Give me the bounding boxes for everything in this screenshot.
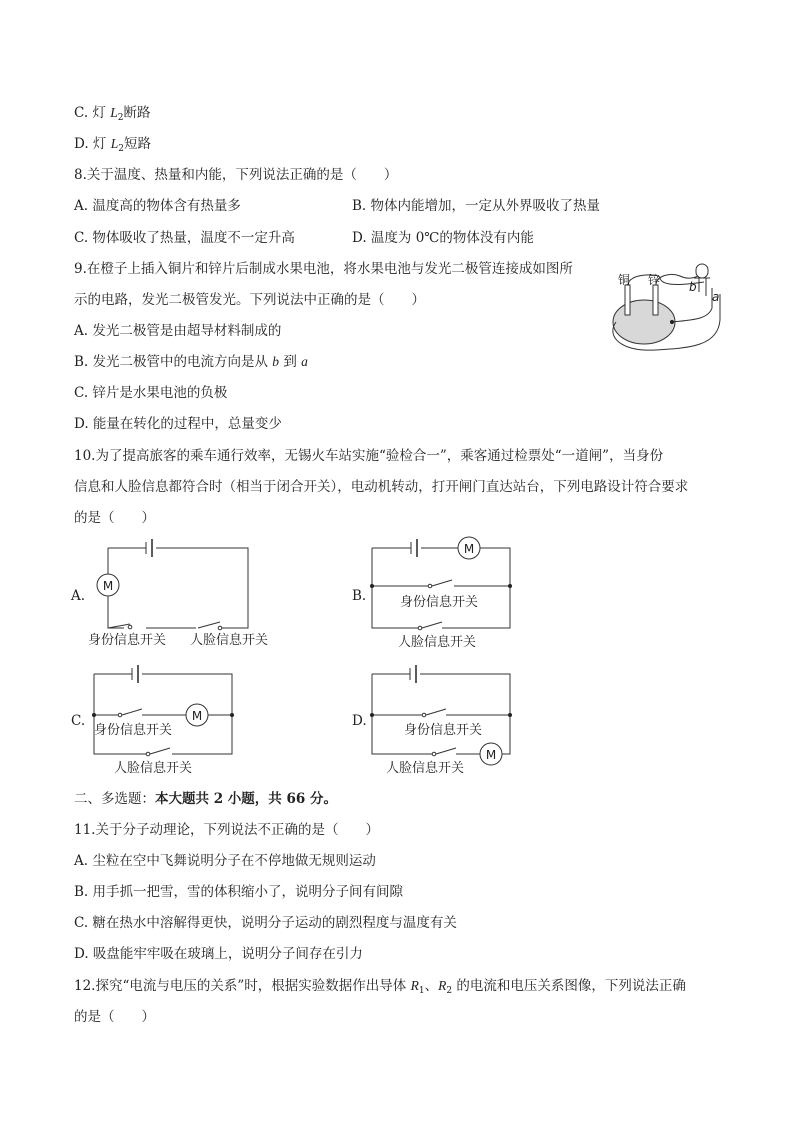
q9-option-b: B. 发光二极管中的电流方向是从 b 到 a — [74, 354, 308, 370]
q11-stem: 11.关于分子动理论，下列说法不正确的是（ ） — [74, 822, 379, 838]
motor-icon: M — [463, 542, 475, 556]
circuit-a-id-switch-label: 身份信息开关 — [88, 633, 167, 648]
q8-option-b: B. 物体内能增加，一定从外界吸收了热量 — [352, 198, 601, 214]
circuit-d-face-switch-label: 人脸信息开关 — [386, 761, 465, 776]
motor-icon: M — [485, 748, 497, 762]
orange-fruit — [613, 300, 675, 344]
q12-stem-line2: 的是（ ） — [74, 1009, 155, 1025]
q8-stem: 8.关于温度、热量和内能，下列说法正确的是（ ） — [74, 167, 398, 183]
q12-stem-line1: 12.探究“电流与电压的关系”时，根据实验数据作出导体 $R_1$、$R_2$ 的电流和电压关系图像，下列说法正确 — [74, 978, 686, 996]
q9-option-d: D. 能量在转化的过程中，总量变少 — [74, 416, 282, 432]
circuit-a-label: A. — [71, 588, 86, 604]
circuit-b-id-switch-label: 身份信息开关 — [400, 595, 479, 610]
motor-icon: M — [191, 709, 203, 723]
q8-option-c: C. 物体吸收了热量，温度不一定升高 — [74, 230, 295, 246]
q9-option-c: C. 锌片是水果电池的负极 — [74, 385, 228, 401]
circuit-b-face-switch-label: 人脸信息开关 — [398, 635, 477, 650]
q10-stem-line3: 的是（ ） — [74, 510, 155, 526]
circuit-b — [364, 538, 524, 653]
q8-option-d: D. 温度为 0℃的物体没有内能 — [352, 230, 534, 246]
circuit-b-label: B. — [352, 588, 367, 604]
q8-option-a: A. 温度高的物体含有热量多 — [74, 198, 241, 214]
section-2-heading: 二、多选题：本大题共 2 小题，共 66 分。 — [74, 791, 337, 807]
circuit-c-label: C. — [71, 713, 86, 729]
zinc-label: 锌 — [648, 273, 661, 287]
circuit-c — [86, 664, 246, 779]
q11-option-c: C. 糖在热水中溶解得更快，说明分子运动的剧烈程度与温度有关 — [74, 915, 457, 931]
q10-stem-line1: 10.为了提高旅客的乘车通行效率，无锡火车站实施“验检合一”，乘客通过检票处“一道闸”，当身份 — [74, 448, 664, 464]
circuit-a — [86, 538, 296, 653]
q11-option-a: A. 尘粒在空中飞舞说明分子在不停地做无规则运动 — [74, 853, 376, 869]
circuit-a-face-switch-label: 人脸信息开关 — [190, 633, 269, 648]
q7-option-c: C. 灯 $L_2$断路 — [74, 105, 151, 123]
circuit-d-label: D. — [352, 713, 367, 729]
point-a-label: a — [712, 290, 720, 304]
circuit-c-id-switch-label: 身份信息开关 — [94, 723, 173, 738]
motor-icon: M — [102, 579, 114, 593]
circuit-d — [364, 664, 524, 779]
q9-option-a: A. 发光二极管是由超导材料制成的 — [74, 323, 282, 339]
q10-stem-line2: 信息和人脸信息都符合时（相当于闭合开关），电动机转动，打开闸门直达站台，下列电路设计符合要求 — [74, 479, 689, 495]
copper-label: 铜 — [618, 273, 631, 287]
q11-option-d: D. 吸盘能牢牢吸在玻璃上，说明分子间存在引力 — [74, 946, 363, 962]
circuit-c-face-switch-label: 人脸信息开关 — [114, 761, 193, 776]
q9-stem-line1: 9.在橙子上插入铜片和锌片后制成水果电池，将水果电池与发光二极管连接成如图所 — [74, 261, 573, 277]
q7-option-d: D. 灯 $L_2$短路 — [74, 136, 151, 154]
led-body — [696, 264, 708, 278]
fruit-battery-figure — [600, 258, 730, 358]
circuit-d-id-switch-label: 身份信息开关 — [404, 723, 483, 738]
point-b-label: b — [689, 280, 697, 294]
copper-plate — [625, 285, 630, 315]
q9-stem-line2: 示的电路，发光二极管发光。下列说法中正确的是（ ） — [74, 292, 425, 308]
zinc-plate — [653, 285, 658, 315]
q11-option-b: B. 用手抓一把雪，雪的体积缩小了，说明分子间有间隙 — [74, 884, 404, 900]
